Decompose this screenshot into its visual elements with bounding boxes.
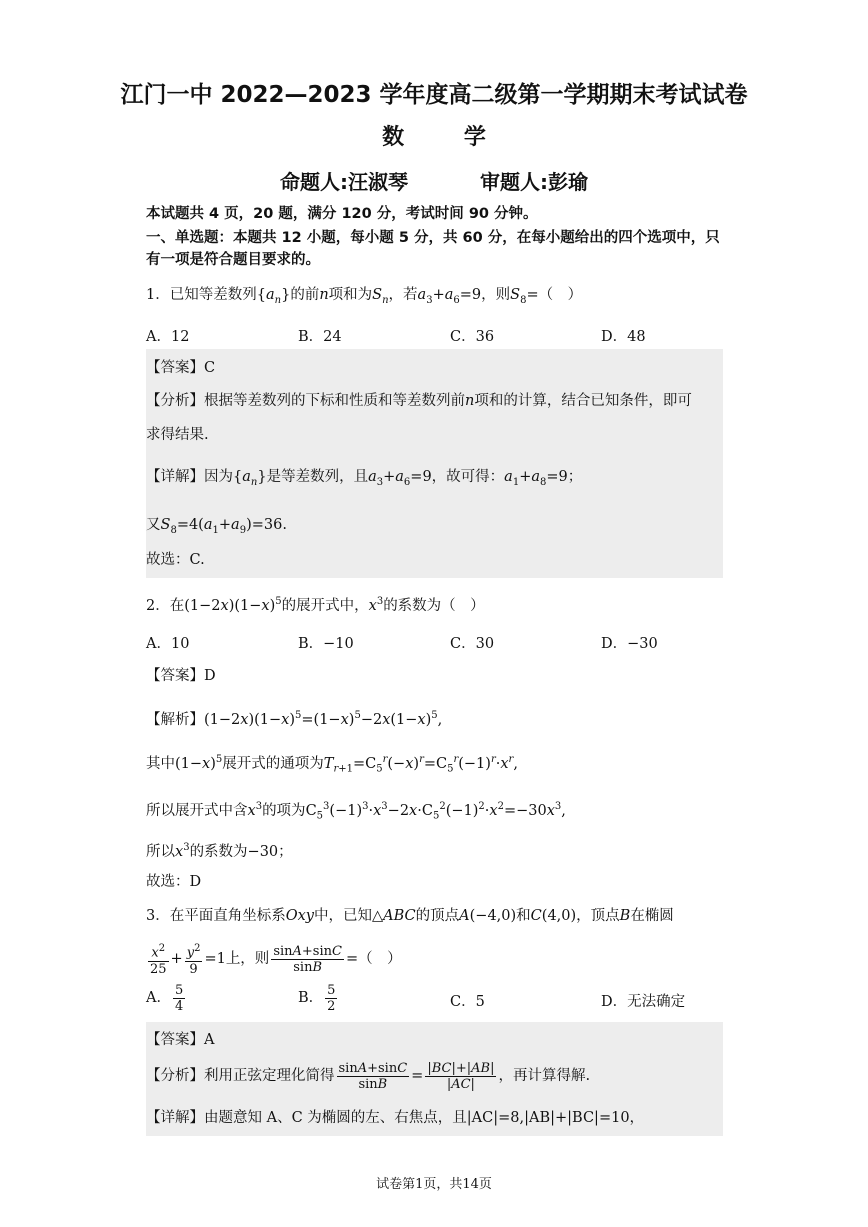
q1-option-a: A．12: [146, 329, 190, 345]
subject-title: 数 学: [382, 125, 512, 150]
q1-detail-cont: 又$S_8=4(a_1+a_9)=36$.: [146, 517, 287, 536]
q2-answer: 【答案】D: [146, 668, 216, 684]
q3-stem: 3．在平面直角坐标系Oxy中，已知△ABC的顶点A(−4,0)和C(4,0)，顶点B在椭圆: [146, 908, 674, 924]
q1-detail: 【详解】因为$\{a_n\}$是等差数列，且$a_3+a_6=9$，故可得：$a_1+a_8=9$；: [146, 469, 583, 488]
q2-stem: 2．在$(1-2x)(1-x)^5$的展开式中，$x^3$的系数为（ ）: [146, 596, 485, 614]
q1-answer: 【答案】C: [146, 360, 216, 376]
q3-detail: 【详解】由题意知 A、C 为椭圆的左、右焦点，且|AC|=8,|AB|+|BC|=10，: [146, 1110, 645, 1126]
q1-solution-box: [146, 349, 723, 578]
q3-option-a: A． $\frac{5}{4}$: [146, 982, 184, 1014]
q2-solution-coef: 所以$x^3$的系数为−30；: [146, 842, 293, 860]
q3-analysis: 【分析】利用正弦定理化简得 $\frac{\sin A+\sin C}{\sin B}$ = $\frac{|BC|+|AB|}{|AC|}$ ，再计算得解.: [146, 1060, 591, 1092]
q2-option-b: B．−10: [298, 636, 354, 652]
q2-option-d: D．−30: [601, 636, 658, 652]
q1-option-b: B．24: [298, 329, 342, 345]
q2-solution-term: 其中$(1-x)^5$展开式的通项为$T_{r+1}=C_5^r(-x)^r=C_5^r(-1)^r\cdot x^r$,: [146, 754, 518, 775]
q3-option-b: B． $\frac{5}{2}$: [298, 982, 336, 1014]
section-heading-cont: 有一项是符合题目要求的。: [146, 252, 320, 268]
author: 命题人:汪淑琴: [280, 170, 408, 194]
q2-conclusion: 故选：D: [146, 874, 202, 890]
reviewer: 审题人:彭瑜: [480, 170, 588, 194]
q3-answer: 【答案】A: [146, 1032, 215, 1048]
q2-option-c: C．30: [450, 636, 495, 652]
q1-conclusion: 故选：C.: [146, 552, 205, 568]
q2-option-a: A．10: [146, 636, 190, 652]
q3-option-d: D．无法确定: [601, 994, 686, 1010]
q3-stem-cont: $\frac{x^2}{25}$ + $\frac{y^2}{9}$ =1上，则 $\frac{\sin A+\sin C}{\sin B}$ =（ ）: [150, 943, 402, 977]
section-heading: 一、单选题：本题共 12 小题，每小题 5 分，共 60 分，在每小题给出的四个选项中，只: [146, 230, 720, 246]
exam-info: 本试题共 4 页，20 题，满分 120 分，考试时间 90 分钟。: [146, 206, 538, 222]
q1-analysis: 【分析】根据等差数列的下标和性质和等差数列前n项和的计算，结合已知条件，即可: [146, 393, 692, 409]
q2-solution: 【解析】$(1-2x)(1-x)^5=(1-x)^5-2x(1-x)^5$,: [146, 710, 443, 728]
q2-solution-x3: 所以展开式中含$x^3$的项为$C_5^3(-1)^3\cdot x^3-2x\cdot C_5^2(-1)^2\cdot x^2=-30x^3$,: [146, 801, 566, 822]
author-line: [0, 166, 868, 195]
q3-option-c: C．5: [450, 994, 485, 1010]
q1-analysis-cont: 求得结果.: [146, 427, 209, 443]
q1-option-d: D．48: [601, 329, 646, 345]
q1-stem: 1．已知等差数列$\{a_n\}$的前n项和为$S_n$，若$a_3+a_6=9$，则$S_8=$（ ）: [146, 287, 583, 306]
exam-title: 江门一中 2022—2023 学年度高二级第一学期期末考试试卷: [120, 82, 748, 108]
q1-option-c: C．36: [450, 329, 495, 345]
page-footer: 试卷第1页，共14页: [376, 1177, 492, 1192]
